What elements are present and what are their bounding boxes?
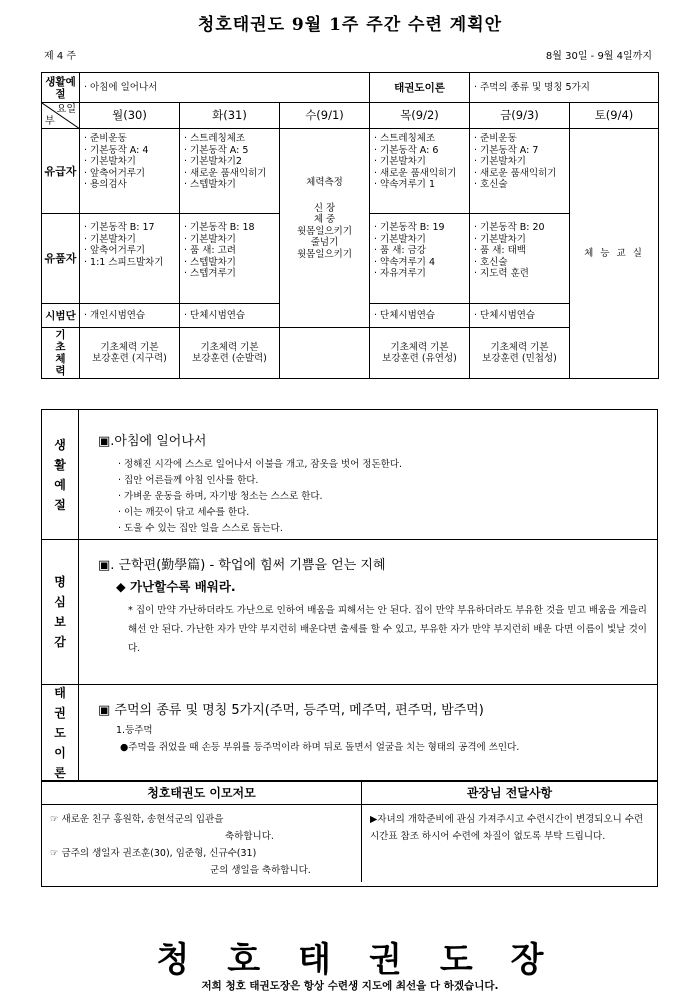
- list-item: · 가벼운 운동을 하며, 자기방 청소는 스스로 한다.: [118, 491, 323, 502]
- cell-yugeup-tue: [180, 129, 280, 214]
- life-label: 생활예절: [42, 73, 80, 103]
- list-item: · 스텝발차기: [184, 179, 236, 190]
- diag-top-label: 요일: [56, 104, 76, 115]
- life-section-label-wrap: [42, 410, 79, 539]
- row-label-yugeup: 유급자: [42, 129, 80, 214]
- cell-basic-mon: [80, 328, 180, 379]
- cell-exam-tue: · 단체시범연습: [180, 304, 280, 328]
- list-item: · 자유겨루기: [374, 268, 426, 279]
- news-line: 군의 생일을 축하합니다.: [210, 865, 311, 876]
- list-item: 윗몸일으키기: [296, 248, 353, 260]
- list-item: · 기본발차기: [84, 156, 136, 167]
- cell-yupum-thu: [370, 214, 470, 304]
- list-item: 보강훈련 (민첩성): [482, 353, 557, 364]
- cell-yupum-tue: [180, 214, 280, 304]
- list-item: 기초체력 기본: [390, 341, 449, 353]
- cell-basic-wed-empty: [280, 328, 370, 379]
- mind-section-paragraph: * 집이 만약 가난하더라도 가난으로 인하여 배움을 피해서는 안 된다. 집이 만약 부유하더라도 부유한 것을 믿고 배움을 게을리 해선 안 된다. 가난한 자가 만약 부지런히 배운다면 출세를 할 수 있고, 부유한 자가 만약 부지런히 배운 다면 이름이 빛날 것이다.: [128, 605, 647, 654]
- list-item: · 기본동작 B: 18: [184, 222, 255, 233]
- list-item: 줄넘기: [310, 237, 339, 248]
- list-item: · 지도력 훈련: [474, 268, 529, 279]
- list-item: · 앞축어거루기: [84, 167, 146, 179]
- list-item: 신 장: [313, 202, 336, 214]
- list-item: 윗몸일으키기: [296, 225, 353, 237]
- theory-section-label-wrap: [42, 685, 79, 781]
- week-number: 제 4 주: [44, 51, 77, 62]
- list-item: · 기본발차기: [474, 156, 526, 167]
- list-item: · 준비운동: [474, 133, 517, 144]
- mind-section-heading: ▣. 근학편(勤學篇) - 학업에 힘써 기쁨을 얻는 지혜: [98, 558, 386, 573]
- day-header-thu: 목(9/2): [370, 103, 470, 129]
- list-item: · 품 새: 고려: [184, 245, 236, 256]
- list-item: · 새로운 품새익히기: [184, 167, 267, 179]
- list-item: · 기본동작 A: 6: [374, 144, 439, 156]
- cell-basic-fri: [470, 328, 570, 379]
- list-item: · 스텝발차기: [184, 256, 236, 268]
- day-header-tue: 화(31): [180, 103, 280, 129]
- top-row: [42, 73, 659, 103]
- list-item: · 약속겨루기 4: [374, 256, 435, 268]
- list-item: · 기본동작 A: 7: [474, 144, 539, 156]
- day-header-row: [42, 103, 659, 129]
- day-header-fri: 금(9/3): [470, 103, 570, 129]
- life-section-heading: ▣.아침에 일어나서: [98, 434, 207, 449]
- mind-section-label-wrap: [42, 540, 79, 684]
- list-item: · 기본발차기: [474, 233, 526, 245]
- tkd-value: · 주먹의 종류 및 명칭 5가지: [470, 73, 659, 103]
- notice-header: 관장님 전달사항: [362, 782, 657, 805]
- day-header-sat: 토(9/4): [570, 103, 659, 129]
- day-header-wed: 수(9/1): [280, 103, 370, 129]
- list-item: · 새로운 품새익히기: [474, 167, 557, 179]
- theory-item-title: 1.등주먹: [116, 725, 153, 736]
- list-item: · 호신술: [474, 179, 508, 190]
- list-item: · 새로운 품새익히기: [374, 167, 457, 179]
- list-item: · 정해진 시각에 스스로 일어나서 이불을 개고, 잠옷을 벗어 정돈한다.: [118, 459, 403, 470]
- list-item: · 기본발차기: [184, 233, 236, 245]
- diag-bottom-label: 부: [45, 115, 55, 127]
- life-section: [42, 410, 657, 540]
- list-item: · 약속겨루기 1: [374, 179, 435, 190]
- cell-yupum-mon: [80, 214, 180, 304]
- life-list: [118, 457, 647, 537]
- list-item: · 이는 깨끗이 닦고 세수를 한다.: [118, 507, 250, 518]
- news-header: 청호태권도 이모저모: [42, 782, 361, 805]
- list-item: · 용의검사: [84, 179, 127, 190]
- list-item: · 기본동작 B: 20: [474, 222, 545, 233]
- news-line: ☞ 금주의 생일자 권조훈(30), 임준형, 신규수(31): [50, 848, 257, 859]
- list-item: 기초체력 기본: [490, 341, 549, 353]
- list-item: · 1:1 스피드발차기: [84, 256, 164, 268]
- news-line: 축하합니다.: [225, 831, 274, 842]
- notice-text: ▶자녀의 개학준비에 관심 가져주시고 수련시간이 변경되오니 수련시간표 참조 하시어 수련에 차질이 없도록 부탁 드립니다.: [370, 814, 644, 842]
- news-line: ☞ 새로운 친구 홍원학, 송현석군의 입관을: [50, 814, 224, 825]
- list-item: 보강훈련 (순발력): [192, 353, 267, 364]
- cell-yugeup-thu: [370, 129, 470, 214]
- list-item: · 품 새: 태백: [474, 245, 526, 256]
- mind-section: [42, 540, 657, 685]
- list-item: · 기본발차기: [84, 233, 136, 245]
- list-item: · 스텝겨루기: [184, 268, 236, 279]
- cell-sat: 체 능 교 실: [570, 129, 659, 379]
- list-item: · 기본발차기: [374, 156, 426, 167]
- list-item: · 기본동작 A: 5: [184, 144, 249, 156]
- list-item: · 스트레칭체조: [374, 133, 436, 144]
- theory-section-label: 태권도이론: [54, 686, 66, 780]
- row-label-basic: 기초체력: [42, 328, 80, 379]
- wed-title: 체력측정: [306, 177, 343, 188]
- cell-yupum-fri: [470, 214, 570, 304]
- cell-wed-fitness: [280, 129, 370, 328]
- cell-exam-fri: · 단체시범연습: [470, 304, 570, 328]
- list-item: · 기본동작 B: 19: [374, 222, 445, 233]
- list-item: · 기본동작 B: 17: [84, 222, 155, 233]
- date-range: 8월 30일 - 9월 4일까지: [545, 51, 652, 62]
- cell-yugeup-fri: [470, 129, 570, 214]
- cell-exam-mon: · 개인시범연습: [80, 304, 180, 328]
- row-label-exam: 시범단: [42, 304, 80, 328]
- list-item: · 집안 어른들께 아침 인사를 한다.: [118, 475, 259, 486]
- list-item: 기초체력 기본: [200, 341, 259, 353]
- list-item: · 품 새: 금강: [374, 245, 426, 256]
- list-item: 체 중: [313, 214, 336, 225]
- row-yugeup: [42, 129, 659, 214]
- cell-yugeup-mon: [80, 129, 180, 214]
- life-value: · 아침에 일어나서: [80, 73, 370, 103]
- school-name: 청호태권도장: [156, 940, 582, 980]
- cell-basic-tue: [180, 328, 280, 379]
- list-item: 보강훈련 (유연성): [382, 353, 457, 364]
- list-item: · 준비운동: [84, 133, 127, 144]
- bottom-box-border: [41, 781, 658, 887]
- list-item: 보강훈련 (지구력): [92, 353, 167, 364]
- day-header-mon: 월(30): [80, 103, 180, 129]
- theory-section: [42, 685, 657, 782]
- cell-exam-thu: · 단체시범연습: [370, 304, 470, 328]
- list-item: · 기본발차기: [374, 233, 426, 245]
- list-item: · 스트레칭체조: [184, 133, 246, 144]
- details-box: [41, 409, 658, 876]
- theory-item-text: ●주먹을 쥐었을 때 손등 부위를 등주먹이라 하며 뒤로 돌면서 얼굴을 치는 형태의 공격에 쓰인다.: [120, 742, 520, 753]
- row-label-yupum: 유품자: [42, 214, 80, 304]
- mind-section-subheading: ◆ 가난할수록 배워라.: [116, 579, 236, 594]
- schedule-table: [41, 72, 659, 379]
- cell-basic-thu: [370, 328, 470, 379]
- list-item: 기초체력 기본: [100, 341, 159, 353]
- list-item: · 기본동작 A: 4: [84, 144, 149, 156]
- life-section-label: 생활예절: [54, 437, 66, 512]
- list-item: · 도울 수 있는 집안 일을 스스로 돕는다.: [118, 523, 283, 534]
- diagonal-header-cell: [42, 103, 80, 129]
- page-title: 청호태권도 9월 1주 주간 수련 계획안: [197, 15, 503, 35]
- list-item: · 기본발차기2: [184, 156, 242, 167]
- theory-section-heading: ▣ 주먹의 종류 및 명칭 5가지(주먹, 등주먹, 메주먹, 편주먹, 밤주먹): [98, 703, 484, 718]
- list-item: · 호신술: [474, 256, 508, 268]
- list-item: · 앞축어거루기: [84, 245, 146, 256]
- row-basic: [42, 328, 659, 379]
- mind-section-label: 명심보감: [54, 575, 66, 649]
- school-slogan: 저희 청호 태권도장은 항상 수련생 지도에 최선을 다 하겠습니다.: [201, 980, 499, 992]
- tkd-label: 태권도이론: [370, 73, 470, 103]
